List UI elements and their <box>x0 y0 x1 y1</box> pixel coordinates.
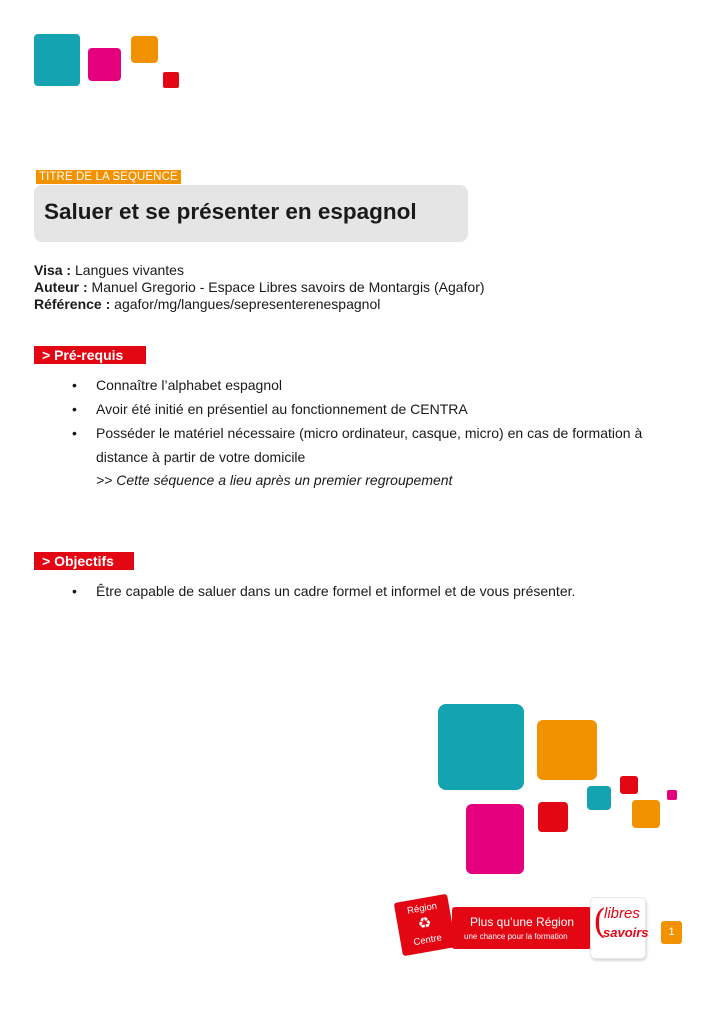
reference-label: Référence : <box>34 296 111 312</box>
visa-value: Langues vivantes <box>71 262 184 278</box>
metadata-block <box>34 262 485 313</box>
prerequis-list <box>72 373 642 491</box>
deco-square-orange-large <box>537 720 597 780</box>
list-item: • Posséder le matériel nécessaire (micro ordinateur, casque, micro) en cas de formation à <box>72 421 642 445</box>
brand-logo-squares <box>32 32 192 94</box>
bullet: • <box>72 583 77 599</box>
deco-square-magenta <box>466 804 524 874</box>
auteur-label: Auteur : <box>34 279 88 295</box>
auteur-row <box>34 279 485 296</box>
deco-square-orange-small <box>632 800 660 828</box>
list-item-continuation: distance à partir de votre domicile <box>96 449 306 465</box>
reference-value: agafor/mg/langues/sepresenterenespagnol <box>110 296 381 312</box>
slogan-banner <box>452 907 592 949</box>
slogan-line2: une chance pour la formation <box>464 932 568 941</box>
visa-row <box>34 262 485 279</box>
bullet: • <box>72 377 77 393</box>
list-item: • Avoir été initié en présentiel au fonctionnement de CENTRA <box>72 397 642 421</box>
libres-savoirs-logo: ( libres savoirs <box>590 897 646 959</box>
logo-square-teal <box>34 34 80 86</box>
bullet: • <box>72 401 77 417</box>
page-title: Saluer et se présenter en espagnol <box>44 199 417 224</box>
logo-square-orange <box>131 36 158 63</box>
deco-square-magenta-small <box>667 790 677 800</box>
deco-square-teal <box>438 704 524 790</box>
objectifs-list <box>72 579 575 603</box>
logo-square-red <box>163 72 179 88</box>
deco-square-red-small <box>620 776 638 794</box>
list-item: • Connaître l’alphabet espagnol <box>72 373 642 397</box>
reference-row <box>34 296 485 313</box>
auteur-value: Manuel Gregorio - Espace Libres savoirs de Montargis (Agafor) <box>87 279 485 295</box>
slogan-line1: Plus qu’une Région <box>470 915 575 929</box>
page-number: 1 <box>661 921 682 944</box>
region-centre-logo: Région ♻ Centre <box>394 894 457 957</box>
sequence-label: TITRE DE LA SEQUENCE <box>36 170 181 184</box>
prerequis-heading: > Pré-requis <box>34 346 146 364</box>
deco-square-teal-small <box>587 786 611 810</box>
decorative-squares <box>430 700 690 880</box>
visa-label: Visa : <box>34 262 72 278</box>
cycle-arrows-icon: ♻ <box>416 913 433 934</box>
prerequis-note: >> Cette séquence a lieu après un premier regroupement <box>96 472 453 488</box>
logo-square-magenta <box>88 48 121 81</box>
deco-square-red <box>538 802 568 832</box>
bullet: • <box>72 425 77 441</box>
list-item: • Être capable de saluer dans un cadre formel et informel et de vous présenter. <box>72 579 575 603</box>
objectifs-heading: > Objectifs <box>34 552 134 570</box>
